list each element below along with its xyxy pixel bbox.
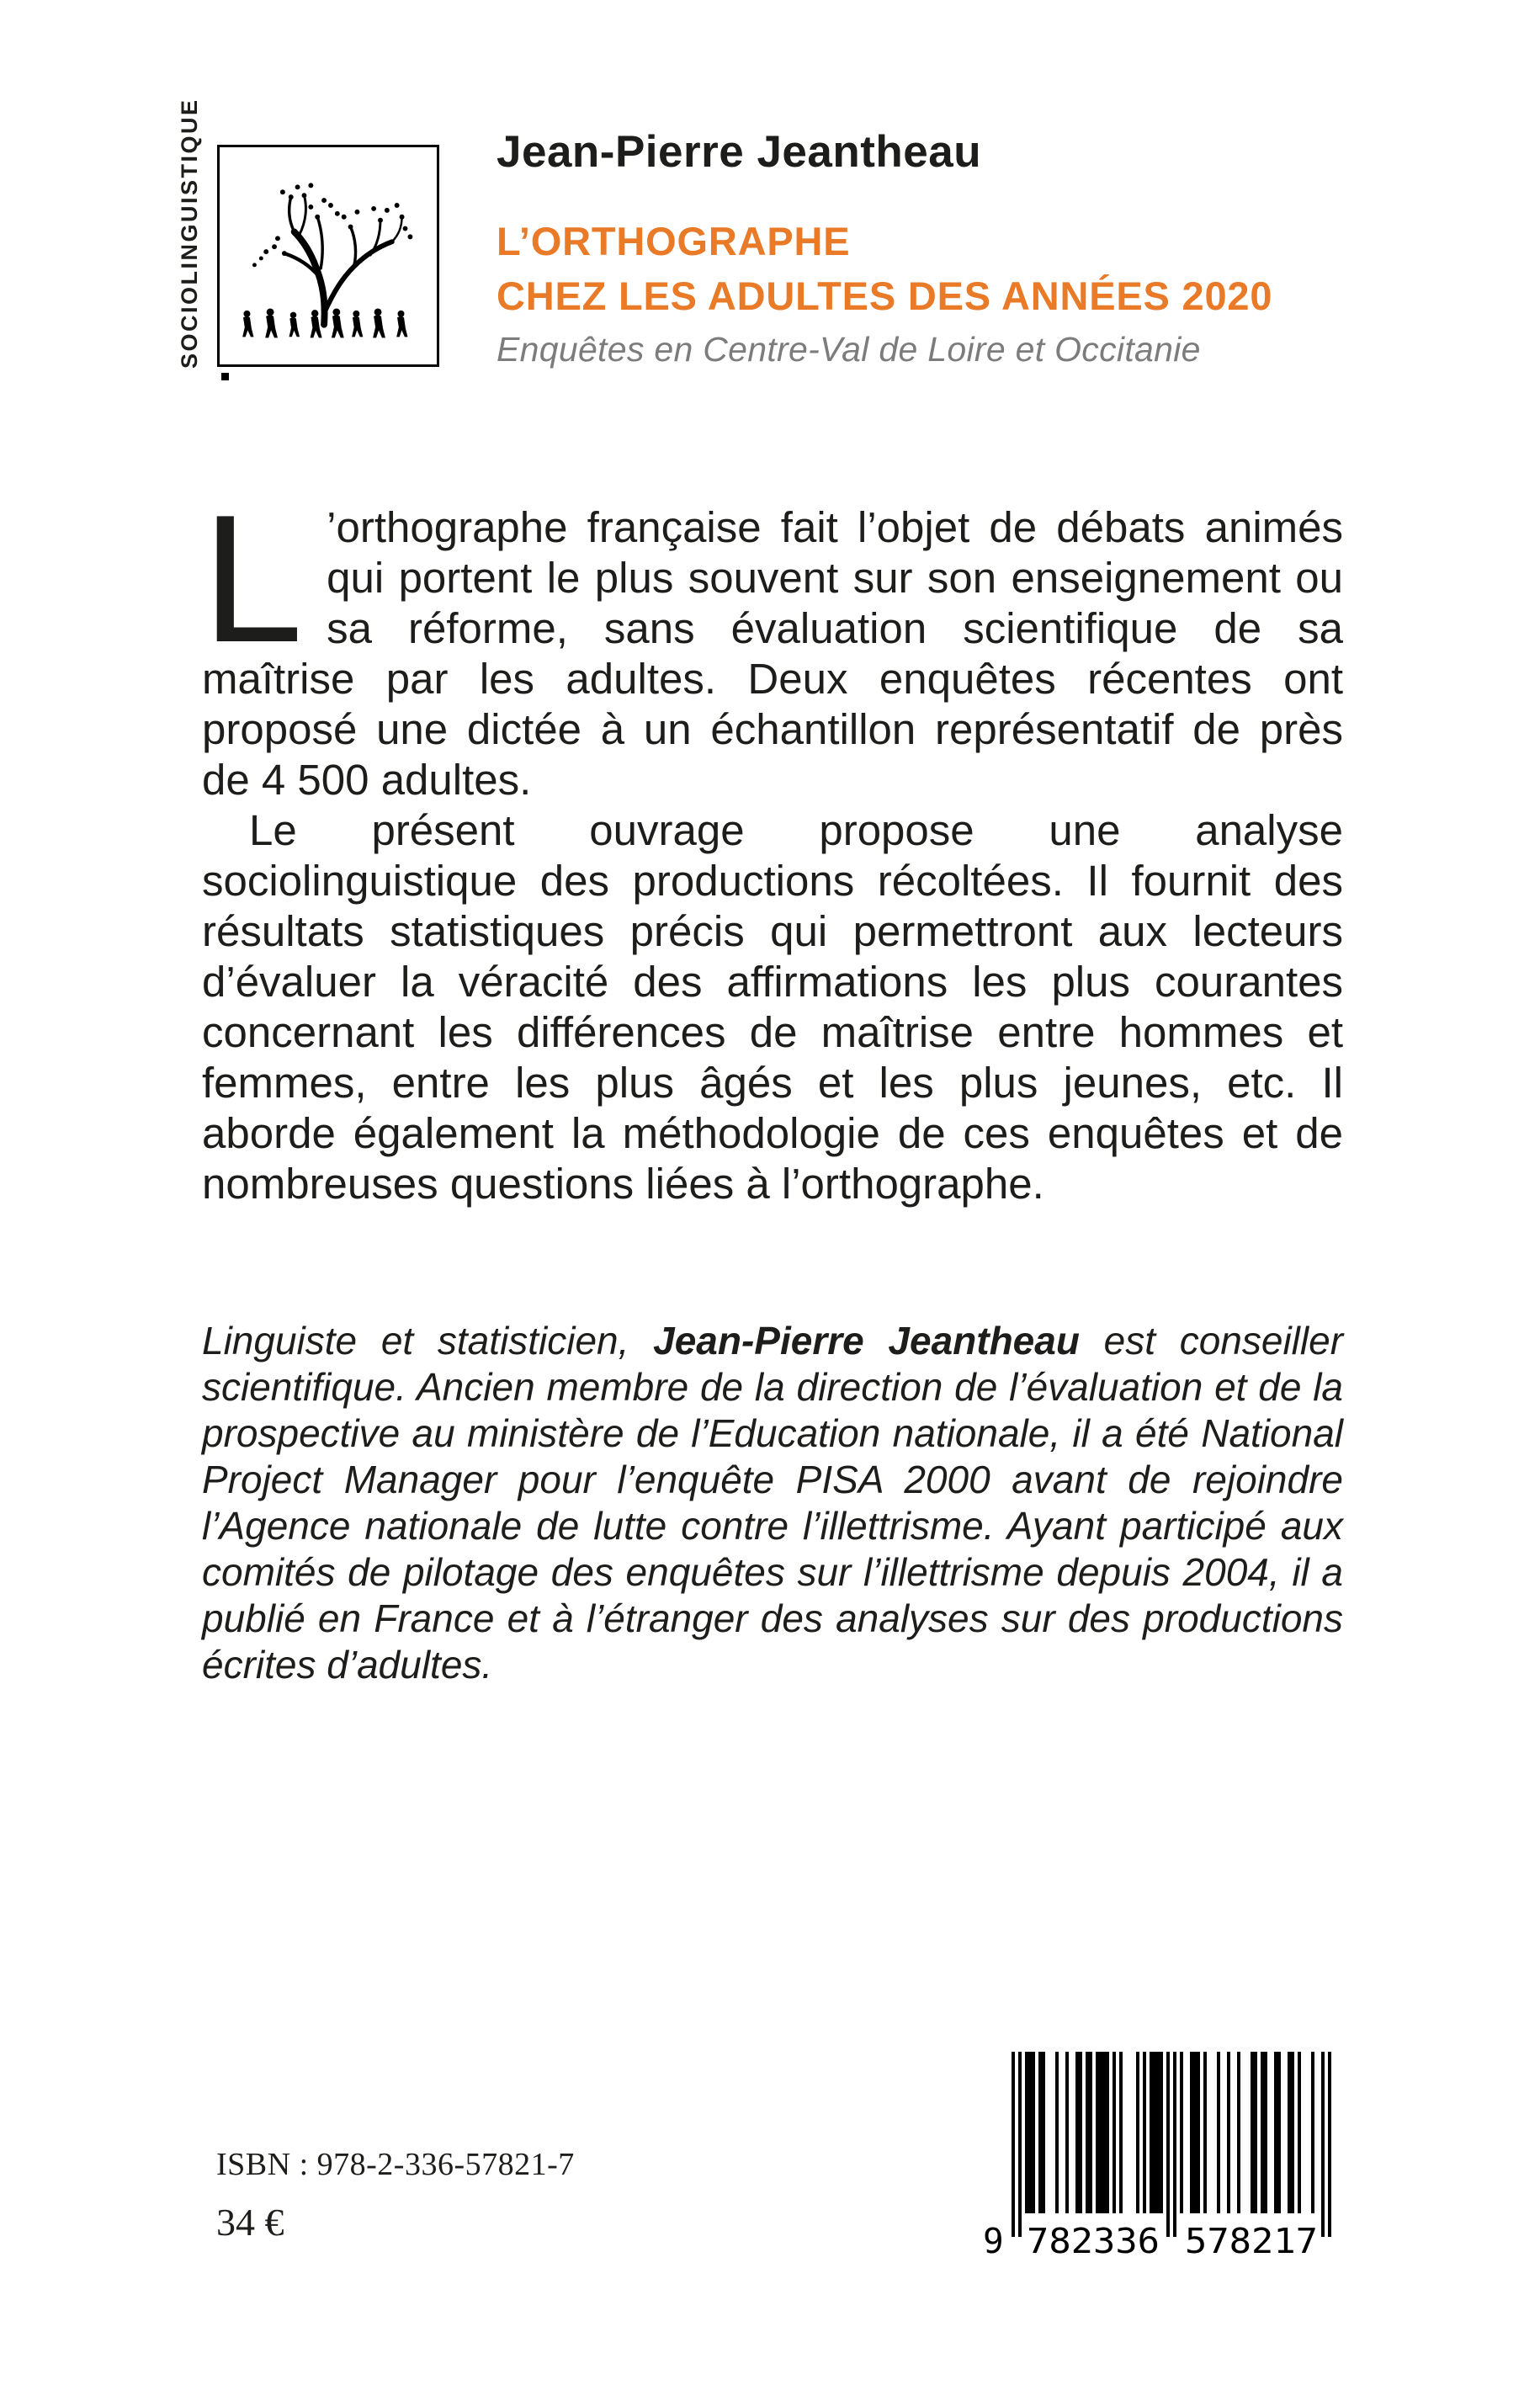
synopsis-paragraph-2: Le présent ouvrage propose une analyse sociolinguistique des productions récoltées. Il fournit des résultats statistiques précis qui permettront aux lecteurs d’évaluer la véracité des affirmations les plus courantes concernant les différences de maîtrise entre hommes et femmes, entre les plus âgés et les plus jeunes, etc. Il aborde également la méthodologie de ces enquêtes et de nombreuses questions liées à l’orthographe. [202, 806, 1343, 1208]
book-title-line2: CHEZ LES ADULTES DES ANNÉES 2020 [497, 274, 1273, 318]
svg-text:782336: 782336 [1027, 2221, 1160, 2260]
author-bio [202, 1318, 1343, 1688]
book-title [497, 214, 1272, 323]
svg-text:578217: 578217 [1185, 2221, 1318, 2260]
barcode-svg [983, 2052, 1336, 2260]
author-name: Jean-Pierre Jeantheau [497, 127, 982, 177]
svg-text:9: 9 [983, 2221, 1004, 2260]
synopsis-paragraph-1-text: ’orthographe française fait l’objet de débats animés qui portent le plus souvent sur son enseignement ou sa réforme, sans évaluation scientifique de sa maîtrise par les adultes. Deux enquêtes récentes ont proposé une dictée à un échantillon représentatif de près de 4 500 adultes. [202, 503, 1343, 804]
bio-rest: est conseiller scientifique. Ancien membre de la direction de l’évaluation et de la prospective au ministère de l’Education nationale, il a été National Project Manager pour l’enquête PISA 2000 avant de rejoindre l’Agence nationale de lutte contre l’illettrisme. Ayant participé aux comités de pilotage des enquêtes sur l’illettrisme depuis 2004, il a publié en France et à l’étranger des analyses sur des productions écrites d’adultes. [202, 1319, 1344, 1686]
tree-people-logo-icon [225, 152, 432, 359]
publisher-logo-box [217, 145, 439, 367]
synopsis-paragraph-1 [202, 476, 1343, 805]
bio-author-name: Jean-Pierre Jeantheau [653, 1319, 1080, 1362]
price-text: 34 € [216, 2201, 284, 2244]
dropcap: L [202, 476, 304, 680]
barcode [983, 2052, 1336, 2262]
isbn-text: ISBN : 978-2-336-57821-7 [216, 2147, 575, 2182]
book-subtitle: Enquêtes en Centre-Val de Loire et Occitanie [497, 330, 1201, 369]
collection-label: SOCIOLINGUISTIQUE [177, 98, 202, 369]
bio-prefix: Linguiste et statisticien, [202, 1319, 654, 1362]
synopsis [202, 476, 1343, 1209]
collection-label-dot [221, 373, 229, 380]
book-title-line1: L’ORTHOGRAPHE [497, 219, 851, 263]
